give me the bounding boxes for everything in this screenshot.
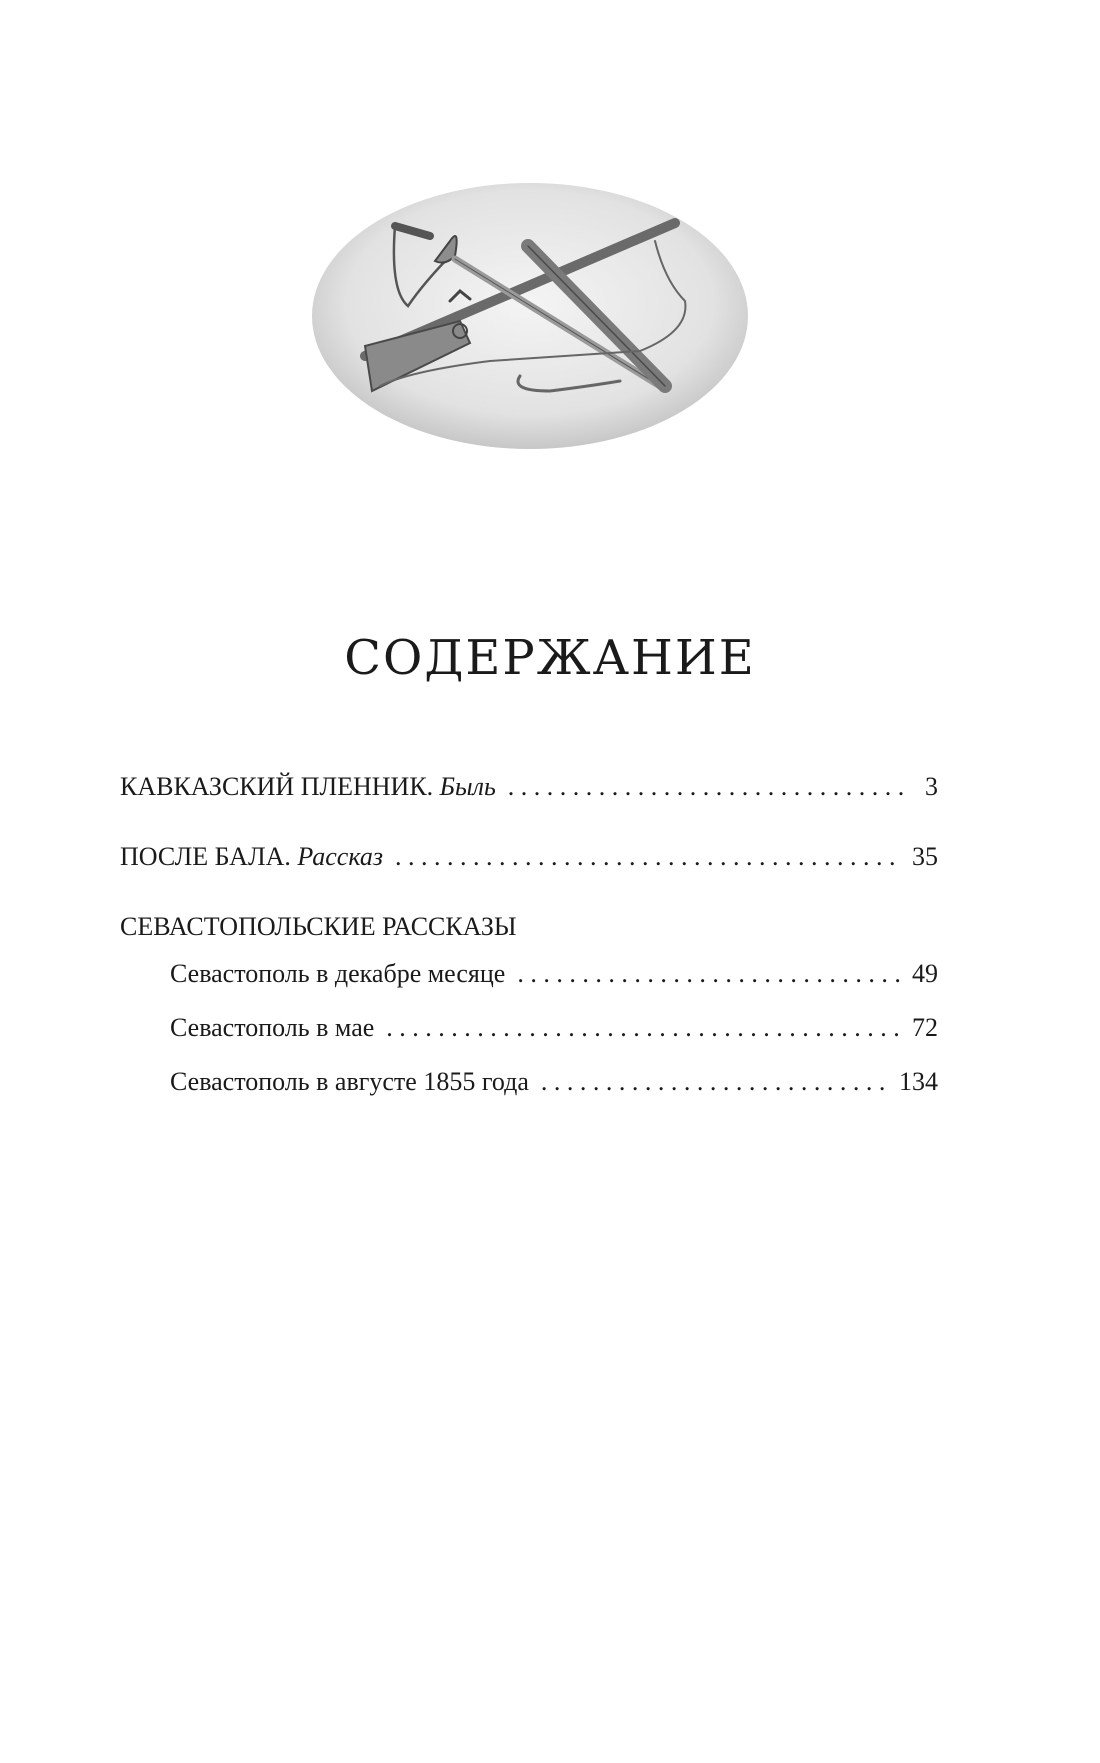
leader-dots xyxy=(386,1013,900,1043)
toc-subentry-title: Севастополь в декабре месяце xyxy=(170,959,506,988)
leader-dots xyxy=(508,772,906,802)
toc-section-title: СЕВАСТОПОЛЬСКИЕ РАССКАЗЫ xyxy=(120,912,517,941)
toc-subentry[interactable] xyxy=(120,1067,938,1121)
page-title: СОДЕРЖАНИЕ xyxy=(344,630,756,686)
toc-subentry-page: 72 xyxy=(912,1013,938,1042)
toc-entry-page: 3 xyxy=(925,772,938,801)
toc-entry[interactable] xyxy=(120,842,938,912)
toc-subentry-title: Севастополь в мае xyxy=(170,1013,375,1042)
toc-subentry-page: 49 xyxy=(912,959,938,988)
toc-subentry[interactable] xyxy=(120,1013,938,1067)
toc-section-heading xyxy=(120,912,938,959)
table-of-contents xyxy=(120,772,938,1121)
toc-subentry-title: Севастополь в августе 1855 года xyxy=(170,1067,529,1096)
leader-dots xyxy=(541,1067,887,1097)
toc-subentry[interactable] xyxy=(120,959,938,1013)
toc-entry-subtitle: Быль xyxy=(439,772,496,801)
toc-entry-subtitle: Рассказ xyxy=(297,842,383,871)
toc-entry[interactable] xyxy=(120,772,938,842)
crossed-weapons-illustration xyxy=(310,181,750,451)
leader-dots xyxy=(395,842,900,872)
leader-dots xyxy=(517,959,900,989)
toc-entry-page: 35 xyxy=(912,842,938,871)
toc-entry-title: ПОСЛЕ БАЛА. xyxy=(120,842,291,871)
toc-subentry-page: 134 xyxy=(899,1067,938,1096)
toc-entry-title: КАВКАЗСКИЙ ПЛЕННИК. xyxy=(120,772,434,801)
